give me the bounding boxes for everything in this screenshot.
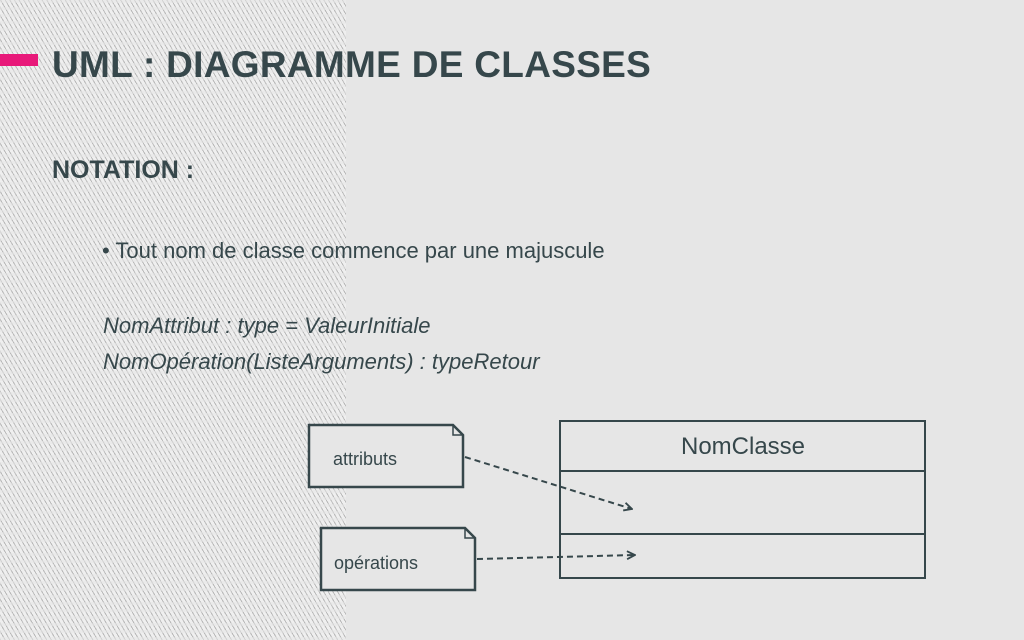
bullet-marker: • [102,238,110,263]
class-name: NomClasse [680,433,806,460]
section-heading: NOTATION : [52,156,195,184]
attribute-syntax: NomAttribut : type = ValeurInitiale [103,313,431,338]
operation-syntax: NomOpération(ListeArguments) : typeRetour [103,349,540,374]
note-attributes-label: attributs [333,449,398,469]
note-operations-label: opérations [334,553,419,573]
bullet-text: Tout nom de classe commence par une majuscule [115,238,605,263]
slide-title: UML : DIAGRAMME DE CLASSES [52,44,652,85]
